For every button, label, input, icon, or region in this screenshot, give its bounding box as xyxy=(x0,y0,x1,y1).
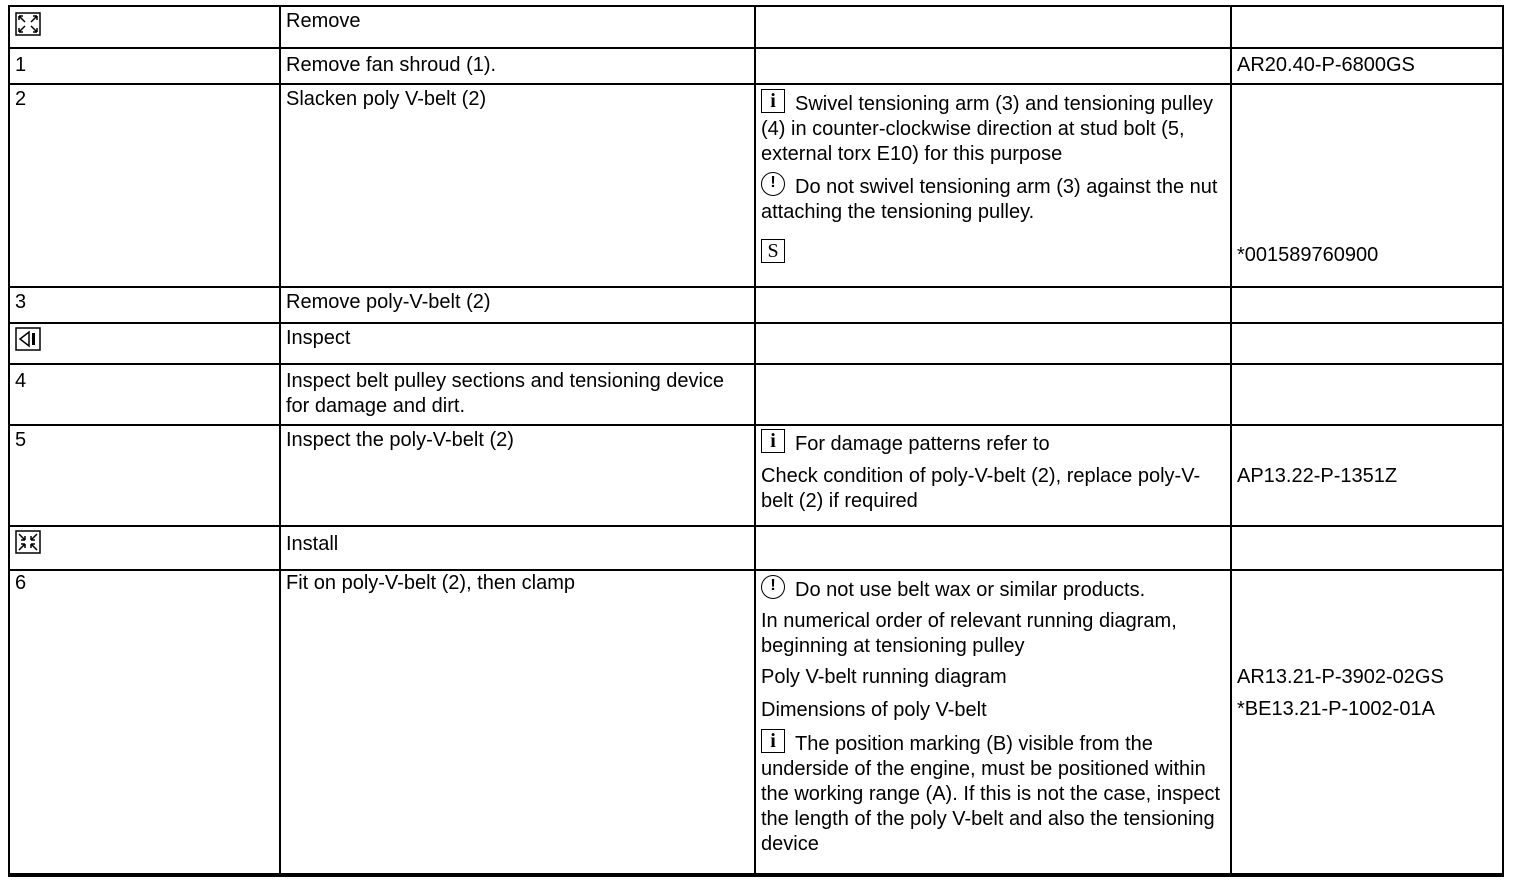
bottom-border xyxy=(8,873,1502,876)
refs-cell xyxy=(1231,570,1503,876)
reference-link[interactable]: AR13.21-P-3902-02GS xyxy=(1237,666,1444,688)
reference-link[interactable]: *001589760900 xyxy=(1237,244,1379,266)
note-text: Do not use belt wax or similar products. xyxy=(795,579,1146,601)
work-step-cell xyxy=(280,84,755,287)
info-icon xyxy=(761,729,785,753)
work-step-cell xyxy=(280,526,755,570)
notes-cell xyxy=(755,570,1231,876)
work-step-text: Remove fan shroud (1). xyxy=(286,54,497,76)
section-title: Inspect xyxy=(286,327,351,349)
notes-cell xyxy=(755,287,1231,323)
work-step-cell xyxy=(280,425,755,526)
step-cell xyxy=(9,323,280,364)
work-step-text: Inspect belt pulley sections and tensioning device for damage and dirt. xyxy=(286,370,725,417)
note-text: Swivel tensioning arm (3) and tensioning pulley (4) in counter-clockwise direction at stud bolt (5, external torx E10) for this purpose xyxy=(761,93,1214,165)
remove-section-icon xyxy=(15,12,41,36)
step-cell xyxy=(9,287,280,323)
work-step-text: Remove poly-V-belt (2) xyxy=(286,291,491,313)
work-step-cell xyxy=(280,570,755,876)
note xyxy=(761,172,1225,225)
notes-cell xyxy=(755,84,1231,287)
refs-cell xyxy=(1231,526,1503,570)
table-row xyxy=(9,84,1503,287)
note-text: Poly V-belt running diagram xyxy=(761,666,1007,688)
step-number: 3 xyxy=(15,291,27,313)
refs-cell xyxy=(1231,323,1503,364)
section-title: Install xyxy=(286,533,339,555)
work-step-text: Inspect the poly-V-belt (2) xyxy=(286,429,514,451)
notes-cell xyxy=(755,526,1231,570)
work-step-cell xyxy=(280,364,755,425)
step-number: 4 xyxy=(15,370,27,392)
refs-cell xyxy=(1231,48,1503,84)
step-cell xyxy=(9,6,280,48)
reference-link[interactable]: AR20.40-P-6800GS xyxy=(1237,54,1415,76)
work-step-cell xyxy=(280,48,755,84)
refs-cell xyxy=(1231,84,1503,287)
step-number: 1 xyxy=(15,54,27,76)
step-number: 2 xyxy=(15,88,27,110)
table-row xyxy=(9,570,1503,876)
note xyxy=(761,464,1225,514)
note-text: In numerical order of relevant running diagram, beginning at tensioning pulley xyxy=(761,610,1177,657)
section-row-install xyxy=(9,526,1503,570)
note xyxy=(761,239,1225,267)
refs-cell xyxy=(1231,6,1503,48)
caution-icon xyxy=(761,575,785,599)
refs-cell xyxy=(1231,425,1503,526)
caution-icon xyxy=(761,172,785,196)
note xyxy=(761,429,1225,457)
notes-cell xyxy=(755,425,1231,526)
step-cell xyxy=(9,570,280,876)
reference-link[interactable]: AP13.22-P-1351Z xyxy=(1237,465,1398,487)
step-number: 5 xyxy=(15,429,27,451)
work-step-text: Fit on poly-V-belt (2), then clamp xyxy=(286,572,576,594)
notes-cell xyxy=(755,6,1231,48)
note-text: For damage patterns refer to xyxy=(795,433,1050,455)
section-row-inspect xyxy=(9,323,1503,364)
step-cell xyxy=(9,526,280,570)
reference-link[interactable]: *BE13.21-P-1002-01A xyxy=(1237,698,1435,720)
step-cell xyxy=(9,84,280,287)
note-text: Dimensions of poly V-belt xyxy=(761,699,987,721)
notes-cell xyxy=(755,48,1231,84)
table-row xyxy=(9,287,1503,323)
notes-cell xyxy=(755,364,1231,425)
work-step-text: Slacken poly V-belt (2) xyxy=(286,88,487,110)
install-section-icon xyxy=(15,530,41,554)
note xyxy=(761,729,1225,857)
step-cell xyxy=(9,425,280,526)
inspect-section-icon xyxy=(15,327,41,351)
section-row-remove xyxy=(9,6,1503,48)
procedure-table xyxy=(8,5,1504,877)
note xyxy=(761,698,1225,723)
table-row xyxy=(9,364,1503,425)
notes-cell xyxy=(755,323,1231,364)
refs-cell xyxy=(1231,364,1503,425)
info-icon xyxy=(761,429,785,453)
special-tool-icon xyxy=(761,239,785,263)
note xyxy=(761,609,1225,659)
table-row xyxy=(9,48,1503,84)
note xyxy=(761,665,1225,690)
note-text: Do not swivel tensioning arm (3) against the nut attaching the tensioning pulley. xyxy=(761,176,1218,223)
section-title: Remove xyxy=(286,10,361,32)
note-text: The position marking (B) visible from the underside of the engine, must be positioned within the working range (A). If this is not the case, inspect the length of the poly V-belt and also the tensioning device xyxy=(761,733,1221,855)
table-row xyxy=(9,425,1503,526)
info-icon xyxy=(761,89,785,113)
note xyxy=(761,575,1225,603)
work-step-cell xyxy=(280,6,755,48)
note xyxy=(761,89,1225,167)
step-number: 6 xyxy=(15,572,27,594)
work-step-cell xyxy=(280,323,755,364)
step-cell xyxy=(9,48,280,84)
step-cell xyxy=(9,364,280,425)
note-text: Check condition of poly-V-belt (2), replace poly-V-belt (2) if required xyxy=(761,465,1201,512)
refs-cell xyxy=(1231,287,1503,323)
work-step-cell xyxy=(280,287,755,323)
